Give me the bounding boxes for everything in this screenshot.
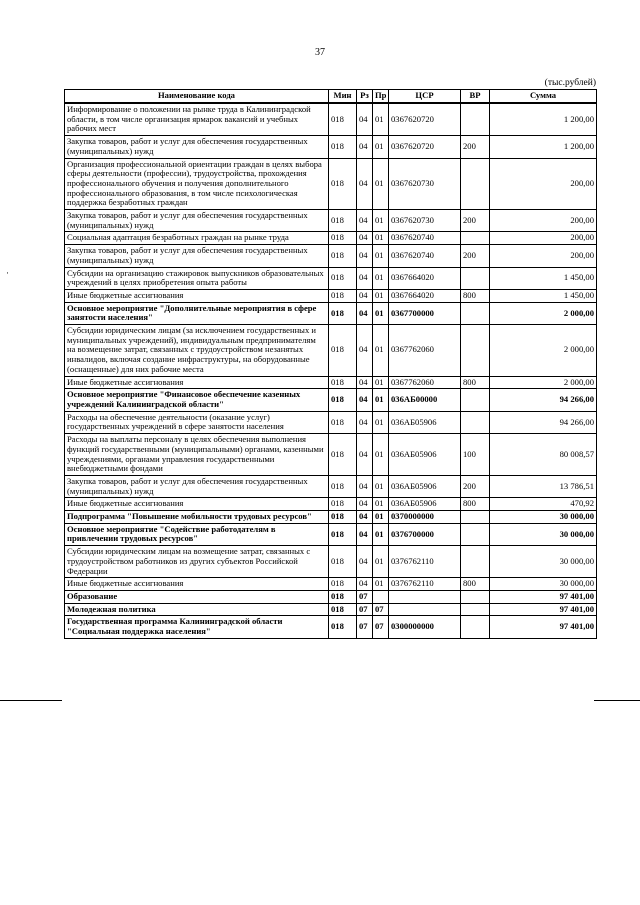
cell-rz: 07: [357, 590, 373, 603]
cell-min: 018: [329, 411, 357, 433]
cell-csr: 0370000000: [389, 511, 461, 524]
cell-pr: 01: [373, 245, 389, 267]
cell-name: Расходы на обеспечение деятельности (оказание услуг) государственных учреждений в сфере занятости населения: [65, 411, 329, 433]
cell-rz: 04: [357, 523, 373, 545]
cell-csr: 0367620730: [389, 210, 461, 232]
table-row: [65, 523, 597, 545]
cell-rz: 04: [357, 511, 373, 524]
table-row: [65, 590, 597, 603]
cell-name: Субсидии на организацию стажировок выпускников образовательных учреждений в целях приобретения опыта работы: [65, 267, 329, 289]
cell-name: Молодежная политика: [65, 603, 329, 616]
table-row: [65, 158, 597, 210]
table-row: [65, 498, 597, 511]
cell-vr: [461, 603, 490, 616]
cell-rz: 04: [357, 136, 373, 158]
cell-min: 018: [329, 498, 357, 511]
cell-rz: 04: [357, 376, 373, 389]
cell-sum: 30 000,00: [490, 578, 597, 591]
table-body: [65, 103, 597, 638]
cell-vr: [461, 511, 490, 524]
cell-name: Расходы на выплаты персоналу в целях обеспечения выполнения функций государственными (муниципальными) органами, казенными учреждениями, органами управления государственными внебюджетными фондами: [65, 434, 329, 476]
cell-rz: 04: [357, 475, 373, 497]
cell-csr: 0367762060: [389, 376, 461, 389]
cell-vr: [461, 616, 490, 638]
margin-mark: ·: [6, 268, 9, 278]
table-row: [65, 389, 597, 411]
cell-min: 018: [329, 245, 357, 267]
cell-rz: 04: [357, 267, 373, 289]
cell-rz: 04: [357, 302, 373, 324]
header-pr: Пр: [373, 90, 389, 104]
table-row: [65, 616, 597, 638]
table-row: [65, 289, 597, 302]
scan-line-left: [0, 700, 62, 701]
table-row: [65, 475, 597, 497]
cell-pr: 01: [373, 434, 389, 476]
cell-rz: 07: [357, 603, 373, 616]
cell-name: Иные бюджетные ассигнования: [65, 498, 329, 511]
table-row: [65, 245, 597, 267]
cell-csr: 0376762110: [389, 578, 461, 591]
cell-csr: 0367620720: [389, 103, 461, 136]
cell-min: 018: [329, 325, 357, 377]
cell-min: 018: [329, 103, 357, 136]
cell-min: 018: [329, 603, 357, 616]
cell-rz: 04: [357, 289, 373, 302]
cell-sum: 97 401,00: [490, 603, 597, 616]
table-row: [65, 376, 597, 389]
cell-csr: [389, 603, 461, 616]
cell-rz: 07: [357, 616, 373, 638]
cell-rz: 04: [357, 245, 373, 267]
cell-vr: [461, 302, 490, 324]
table-row: [65, 103, 597, 136]
cell-sum: 1 200,00: [490, 136, 597, 158]
cell-sum: 1 200,00: [490, 103, 597, 136]
cell-csr: [389, 590, 461, 603]
cell-vr: [461, 523, 490, 545]
cell-vr: [461, 325, 490, 377]
cell-name: Информирование о положении на рынке труда в Калининградской области, в том числе организация ярмарок вакансий и учебных рабочих мест: [65, 103, 329, 136]
cell-sum: 94 266,00: [490, 389, 597, 411]
cell-vr: 200: [461, 245, 490, 267]
units-label: (тыс.рублей): [544, 78, 596, 88]
cell-name: Основное мероприятие "Дополнительные мероприятия в сфере занятости населения": [65, 302, 329, 324]
cell-name: Закупка товаров, работ и услуг для обеспечения государственных (муниципальных) нужд: [65, 136, 329, 158]
cell-pr: 01: [373, 578, 389, 591]
cell-pr: 01: [373, 325, 389, 377]
cell-vr: [461, 590, 490, 603]
cell-sum: 30 000,00: [490, 523, 597, 545]
cell-sum: 2 000,00: [490, 325, 597, 377]
cell-rz: 04: [357, 498, 373, 511]
table-row: [65, 411, 597, 433]
cell-min: 018: [329, 511, 357, 524]
cell-pr: 01: [373, 232, 389, 245]
cell-rz: 04: [357, 389, 373, 411]
cell-rz: 04: [357, 325, 373, 377]
cell-name: Закупка товаров, работ и услуг для обеспечения государственных (муниципальных) нужд: [65, 475, 329, 497]
cell-pr: 01: [373, 158, 389, 210]
cell-rz: 04: [357, 232, 373, 245]
cell-sum: 2 000,00: [490, 302, 597, 324]
cell-rz: 04: [357, 434, 373, 476]
cell-pr: 01: [373, 136, 389, 158]
cell-csr: 036АБ05906: [389, 434, 461, 476]
cell-csr: 0367620720: [389, 136, 461, 158]
cell-csr: 0367664020: [389, 289, 461, 302]
cell-name: Субсидии юридическим лицам на возмещение затрат, связанных с трудоустройством работников из других субъектов Российской Федерации: [65, 546, 329, 578]
cell-pr: 01: [373, 523, 389, 545]
cell-vr: 200: [461, 210, 490, 232]
cell-sum: 1 450,00: [490, 289, 597, 302]
cell-min: 018: [329, 376, 357, 389]
cell-name: Иные бюджетные ассигнования: [65, 578, 329, 591]
cell-csr: 0300000000: [389, 616, 461, 638]
cell-csr: 036АБ05906: [389, 411, 461, 433]
cell-min: 018: [329, 578, 357, 591]
cell-pr: [373, 590, 389, 603]
cell-rz: 04: [357, 158, 373, 210]
cell-rz: 04: [357, 411, 373, 433]
cell-sum: 2 000,00: [490, 376, 597, 389]
cell-vr: 800: [461, 498, 490, 511]
cell-pr: 01: [373, 498, 389, 511]
cell-vr: 200: [461, 475, 490, 497]
cell-vr: 800: [461, 376, 490, 389]
cell-min: 018: [329, 616, 357, 638]
cell-name: Организация профессиональной ориентации граждан в целях выбора сферы деятельности (профессии), трудоустройства, прохождения профессионального обучения и получения дополнительного профессионального образования, в том числе психологическая поддержка безработных граждан: [65, 158, 329, 210]
cell-pr: 01: [373, 376, 389, 389]
cell-sum: 200,00: [490, 210, 597, 232]
cell-sum: 80 008,57: [490, 434, 597, 476]
cell-vr: [461, 389, 490, 411]
cell-vr: 800: [461, 289, 490, 302]
cell-rz: 04: [357, 546, 373, 578]
cell-vr: 200: [461, 136, 490, 158]
cell-pr: 01: [373, 302, 389, 324]
header-rz: Рз: [357, 90, 373, 104]
cell-csr: 0367762060: [389, 325, 461, 377]
cell-name: Закупка товаров, работ и услуг для обеспечения государственных (муниципальных) нужд: [65, 210, 329, 232]
table-row: [65, 546, 597, 578]
table-row: [65, 603, 597, 616]
cell-pr: 07: [373, 616, 389, 638]
cell-min: 018: [329, 475, 357, 497]
header-min: Мин: [329, 90, 357, 104]
cell-min: 018: [329, 590, 357, 603]
cell-min: 018: [329, 523, 357, 545]
cell-csr: 0376762110: [389, 546, 461, 578]
table-row: [65, 267, 597, 289]
cell-name: Образование: [65, 590, 329, 603]
budget-table: [64, 89, 597, 639]
header-name: Наименование кода: [65, 90, 329, 104]
cell-name: Подпрограмма "Повышение мобильности трудовых ресурсов": [65, 511, 329, 524]
cell-sum: 97 401,00: [490, 590, 597, 603]
cell-min: 018: [329, 232, 357, 245]
cell-name: Иные бюджетные ассигнования: [65, 376, 329, 389]
cell-sum: 200,00: [490, 158, 597, 210]
cell-min: 018: [329, 158, 357, 210]
cell-pr: 01: [373, 289, 389, 302]
cell-csr: 0367620730: [389, 158, 461, 210]
cell-min: 018: [329, 302, 357, 324]
cell-pr: 07: [373, 603, 389, 616]
cell-vr: [461, 267, 490, 289]
cell-min: 018: [329, 434, 357, 476]
table-header-row: [65, 90, 597, 104]
table-row: [65, 325, 597, 377]
table-row: [65, 136, 597, 158]
cell-pr: 01: [373, 411, 389, 433]
header-vr: ВР: [461, 90, 490, 104]
cell-name: Иные бюджетные ассигнования: [65, 289, 329, 302]
cell-min: 018: [329, 546, 357, 578]
cell-csr: 036АБ05906: [389, 498, 461, 511]
scan-line-right: [594, 700, 640, 701]
cell-sum: 13 786,51: [490, 475, 597, 497]
cell-pr: 01: [373, 103, 389, 136]
header-csr: ЦСР: [389, 90, 461, 104]
cell-vr: [461, 103, 490, 136]
cell-sum: 1 450,00: [490, 267, 597, 289]
cell-sum: 470,92: [490, 498, 597, 511]
table-row: [65, 511, 597, 524]
cell-name: Закупка товаров, работ и услуг для обеспечения государственных (муниципальных) нужд: [65, 245, 329, 267]
cell-sum: 200,00: [490, 245, 597, 267]
cell-name: Социальная адаптация безработных граждан на рынке труда: [65, 232, 329, 245]
cell-rz: 04: [357, 210, 373, 232]
cell-vr: [461, 158, 490, 210]
cell-csr: 036АБ00000: [389, 389, 461, 411]
table-row: [65, 232, 597, 245]
cell-csr: 0367664020: [389, 267, 461, 289]
cell-name: Субсидии юридическим лицам (за исключением государственных и муниципальных учреждений), индивидуальным предпринимателям на возмещение затрат, связанных с трудоустройством незанятых инвалидов, включая создание инфраструктуры, на оборудованные (оснащенные) для них рабочие места: [65, 325, 329, 377]
table-row: [65, 578, 597, 591]
cell-vr: [461, 546, 490, 578]
table-row: [65, 210, 597, 232]
cell-vr: [461, 411, 490, 433]
cell-pr: 01: [373, 389, 389, 411]
cell-pr: 01: [373, 511, 389, 524]
cell-sum: 200,00: [490, 232, 597, 245]
cell-min: 018: [329, 389, 357, 411]
cell-sum: 30 000,00: [490, 546, 597, 578]
cell-vr: 100: [461, 434, 490, 476]
cell-min: 018: [329, 136, 357, 158]
cell-name: Основное мероприятие "Содействие работодателям в привлечении трудовых ресурсов": [65, 523, 329, 545]
cell-sum: 30 000,00: [490, 511, 597, 524]
cell-pr: 01: [373, 546, 389, 578]
cell-rz: 04: [357, 578, 373, 591]
cell-pr: 01: [373, 210, 389, 232]
cell-min: 018: [329, 210, 357, 232]
cell-rz: 04: [357, 103, 373, 136]
cell-sum: 97 401,00: [490, 616, 597, 638]
cell-sum: 94 266,00: [490, 411, 597, 433]
page-number: 37: [315, 47, 325, 58]
cell-vr: [461, 232, 490, 245]
cell-pr: 01: [373, 267, 389, 289]
cell-min: 018: [329, 267, 357, 289]
table-row: [65, 302, 597, 324]
cell-csr: 0376700000: [389, 523, 461, 545]
table-row: [65, 434, 597, 476]
cell-name: Основное мероприятие "Финансовое обеспечение казенных учреждений Калининградской области": [65, 389, 329, 411]
cell-csr: 0367620740: [389, 232, 461, 245]
cell-vr: 800: [461, 578, 490, 591]
cell-min: 018: [329, 289, 357, 302]
cell-pr: 01: [373, 475, 389, 497]
cell-csr: 0367700000: [389, 302, 461, 324]
header-sum: Сумма: [490, 90, 597, 104]
cell-csr: 0367620740: [389, 245, 461, 267]
cell-name: Государственная программа Калининградской области "Социальная поддержка населения": [65, 616, 329, 638]
cell-csr: 036АБ05906: [389, 475, 461, 497]
